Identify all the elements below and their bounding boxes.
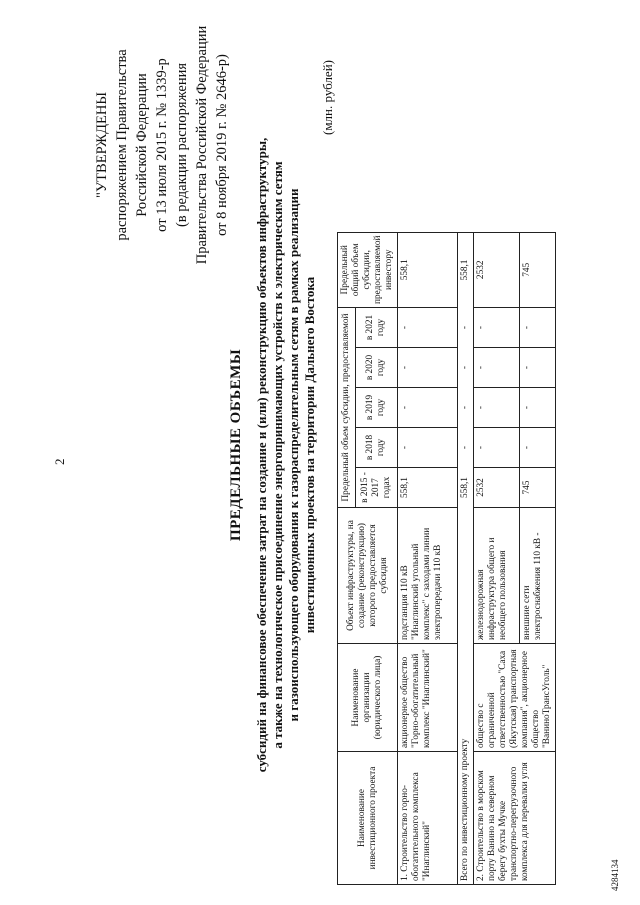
document-title: ПРЕДЕЛЬНЫЕ ОБЪЕМЫ (228, 348, 244, 542)
cell-y2015: 558,1 (398, 468, 458, 508)
cell-total: 745 (520, 232, 556, 307)
cell-organization: общество с ограниченной ответственностью "Саха (Якутская) транспортная компания", акционерное общество "ВаниноТрансУголь" (474, 644, 556, 752)
header-organization: Наименование организации (юридического лица) (338, 644, 398, 752)
header-y2018: в 2018 году (355, 428, 397, 468)
approval-line: (в редакции распоряжения (174, 62, 190, 228)
cell-y2019: - (520, 388, 556, 428)
cell-y2018: - (398, 428, 458, 468)
header-group: Предельный объем субсидии, предоставляемой (338, 308, 356, 508)
cell-y2020: - (520, 348, 556, 388)
cell-y2015: 745 (520, 468, 556, 508)
header-y2019: в 2019 году (355, 388, 397, 428)
units-label: (млн. рублей) (320, 60, 335, 135)
cell-total: 2532 (474, 232, 520, 307)
cell-y2021: - (458, 308, 474, 348)
approval-block (92, 25, 232, 265)
approval-line: Правительства Российской Федерации (194, 25, 210, 265)
cell-y2018: - (458, 428, 474, 468)
cell-y2021: - (474, 308, 520, 348)
cell-object: внешние сети электроснабжения 110 кВ - (520, 508, 556, 644)
approval-line: от 13 июля 2015 г. № 1339-р (154, 58, 170, 232)
header-y2021: в 2021 году (355, 308, 397, 348)
approval-line: "УТВЕРЖДЕНЫ (94, 92, 110, 198)
header-project: Наименование инвестиционного проекта (338, 752, 398, 885)
header-object: Объект инфраструктуры, на создание (реконструкцию) которого предоставляется субсидия (338, 508, 398, 644)
subsidy-table (337, 232, 556, 885)
cell-y2020: - (458, 348, 474, 388)
cell-y2021: - (398, 308, 458, 348)
cell-y2020: - (474, 348, 520, 388)
cell-object: подстанция 110 кВ "Инаглинский угольный комплекс" с заходами линии электропередачи 110 кВ (398, 508, 458, 644)
cell-organization: акционерное общество "Горно-обогатительный комплекс "Инаглинский" (398, 644, 458, 752)
cell-total: 558,1 (458, 232, 474, 307)
subtitle-line: а также на технологическое присоединение энергопринимающих устройств к электрическим сетям (270, 161, 285, 749)
cell-project: 1. Строительство горно-обогатительного комплекса "Инаглинский" (398, 752, 458, 885)
cell-project: 2. Строительство в морском порту Ванино на северном берегу бухты Мучке транспортно-перегрузочного комплекса для перевалки угля (474, 752, 556, 885)
cell-y2021: - (520, 308, 556, 348)
approval-line: Российской Федерации (134, 73, 150, 217)
cell-object: железнодорожная инфраструктура общего и необщего пользования (474, 508, 520, 644)
total-row (458, 232, 474, 884)
cell-y2020: - (398, 348, 458, 388)
cell-y2018: - (520, 428, 556, 468)
approval-line: от 8 ноября 2019 г. № 2646-р) (214, 54, 230, 236)
header-total: Предельный общий объем субсидии, предоставляемой инвестору (338, 232, 398, 307)
header-y2020: в 2020 году (355, 348, 397, 388)
header-y2015: в 2015 - 2017 годах (355, 468, 397, 508)
cell-total-label: Всего по инвестиционному проекту (458, 508, 474, 885)
header-row (338, 232, 356, 884)
cell-y2019: - (474, 388, 520, 428)
subtitle-line: и газоиспользующего оборудования к газораспределительным сетям в рамках реализации (286, 188, 301, 722)
subtitle-line: субсидий на финансовое обеспечение затрат на создание и (или) реконструкцию объектов инфраструктуры, (254, 137, 269, 773)
cell-y2019: - (398, 388, 458, 428)
table-row (474, 232, 520, 884)
document-subtitle (254, 45, 318, 865)
cell-y2019: - (458, 388, 474, 428)
cell-y2015: 558,1 (458, 468, 474, 508)
subtitle-line: инвестиционных проектов на территории Дальнего Востока (302, 276, 317, 634)
cell-total: 558,1 (398, 232, 458, 307)
cell-y2015: 2532 (474, 468, 520, 508)
approval-line: распоряжением Правительства (114, 49, 130, 241)
document-code: 4284134 (610, 859, 620, 891)
page-number: 2 (52, 458, 67, 465)
table-row (398, 232, 458, 884)
cell-y2018: - (474, 428, 520, 468)
